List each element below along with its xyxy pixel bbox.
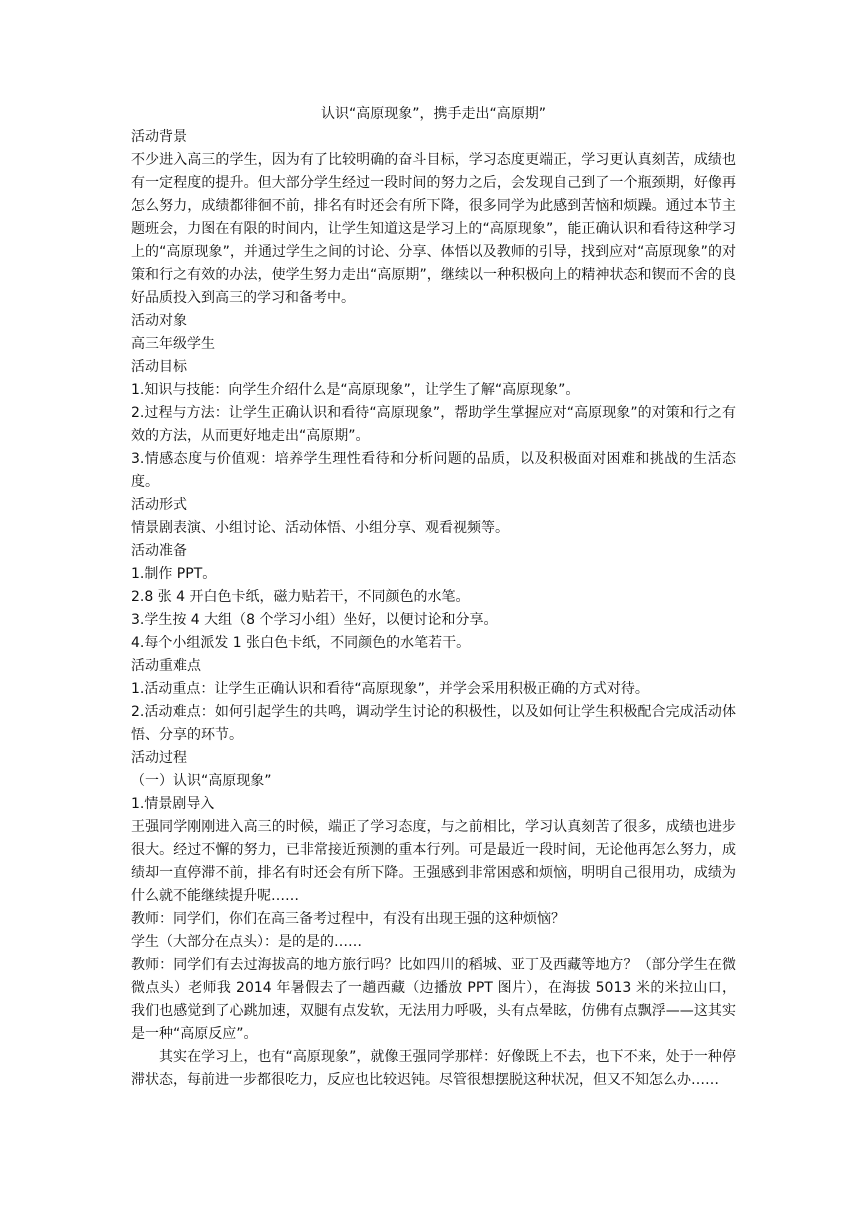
- prep-item-1: 1.制作 PPT。: [131, 566, 217, 582]
- subsection-heading-1: （一）认识“高原现象”: [131, 773, 272, 789]
- paragraph-teacher-story: 教师：同学们有去过海拔高的地方旅行吗？比如四川的稻城、亚丁及西藏等地方？（部分学生在微微点头）老师我 2014 年暑假去了一趟西藏（边播放 PPT 图片），在海拔 5013 米的米拉山口，我们也感觉到了心跳加速，双腿有点发软，无法用力呼吸，头有点晕眩，仿佛有点飘浮——这其实是一种“高原反应”。: [131, 957, 736, 1042]
- key-point-2: 2.活动难点：如何引起学生的共鸣，调动学生讨论的积极性，以及如何让学生积极配合完成活动体悟、分享的环节。: [131, 704, 736, 743]
- section-heading-key-points: 活动重难点: [131, 658, 201, 674]
- paragraph-student-reply: 学生（大部分在点头）：是的是的……: [131, 934, 362, 950]
- document-page: [131, 103, 736, 1092]
- section-heading-process: 活动过程: [131, 750, 187, 766]
- document-title: 认识“高原现象”，携手走出“高原期”: [320, 106, 546, 122]
- section-heading-preparation: 活动准备: [131, 543, 187, 559]
- key-point-1: 1.活动重点：让学生正确认识和看待“高原现象”，并学会采用积极正确的方式对待。: [131, 681, 649, 697]
- paragraph-background: 不少进入高三的学生，因为有了比较明确的奋斗目标，学习态度更端正，学习更认真刻苦，成绩也有一定程度的提升。但大部分学生经过一段时间的努力之后，会发现自己到了一个瓶颈期，好像再怎么努力，成绩都徘徊不前，排名有时还会有所下降，很多同学为此感到苦恼和烦躁。通过本节主题班会，力图在有限的时间内，让学生知道这是学习上的“高原现象”，能正确认识和看待这种学习上的“高原现象”，并通过学生之间的讨论、分享、体悟以及教师的引导，找到应对“高原现象”的对策和行之有效的办法，使学生努力走出“高原期”，继续以一种积极向上的精神状态和锲而不舍的良好品质投入到高三的学习和备考中。: [131, 152, 736, 306]
- goal-item-2: 2.过程与方法：让学生正确认识和看待“高原现象”，帮助学生掌握应对“高原现象”的对策和行之有效的方法，从而更好地走出“高原期”。: [131, 405, 736, 444]
- subsection-heading-1-1: 1.情景剧导入: [131, 796, 215, 812]
- prep-item-3: 3.学生按 4 大组（8 个学习小组）坐好，以便讨论和分享。: [131, 612, 498, 628]
- prep-item-4: 4.每个小组派发 1 张白色卡纸，不同颜色的水笔若干。: [131, 635, 471, 651]
- paragraph-scenario: 王强同学刚刚进入高三的时候，端正了学习态度，与之前相比，学习认真刻苦了很多，成绩也进步很大。经过不懈的努力，已非常接近预测的重本行列。可是最近一段时间，无论他再怎么努力，成绩却一直停滞不前，排名有时还会有所下降。王强感到非常困惑和烦恼，明明自己很用功，成绩为什么就不能继续提升呢……: [131, 819, 736, 904]
- goal-item-1: 1.知识与技能：向学生介绍什么是“高原现象”，让学生了解“高原现象”。: [131, 382, 580, 398]
- section-heading-format: 活动形式: [131, 497, 187, 513]
- prep-item-2: 2.8 张 4 开白色卡纸，磁力贴若干，不同颜色的水笔。: [131, 589, 470, 605]
- paragraph-audience: 高三年级学生: [131, 336, 215, 352]
- paragraph-plateau-explanation: 其实在学习上，也有“高原现象”，就像王强同学那样：好像既上不去，也下不来，处于一种停滞状态，每前进一步都很吃力，反应也比较迟钝。尽管很想摆脱这种状况，但又不知怎么办……: [131, 1049, 736, 1088]
- section-heading-goals: 活动目标: [131, 359, 187, 375]
- section-heading-background: 活动背景: [131, 129, 187, 145]
- goal-item-3: 3.情感态度与价值观：培养学生理性看待和分析问题的品质，以及积极面对困难和挑战的生活态度。: [131, 451, 736, 490]
- paragraph-format: 情景剧表演、小组讨论、活动体悟、小组分享、观看视频等。: [131, 520, 509, 536]
- paragraph-teacher-question: 教师：同学们，你们在高三备考过程中，有没有出现王强的这种烦恼？: [131, 911, 565, 927]
- section-heading-audience: 活动对象: [131, 313, 187, 329]
